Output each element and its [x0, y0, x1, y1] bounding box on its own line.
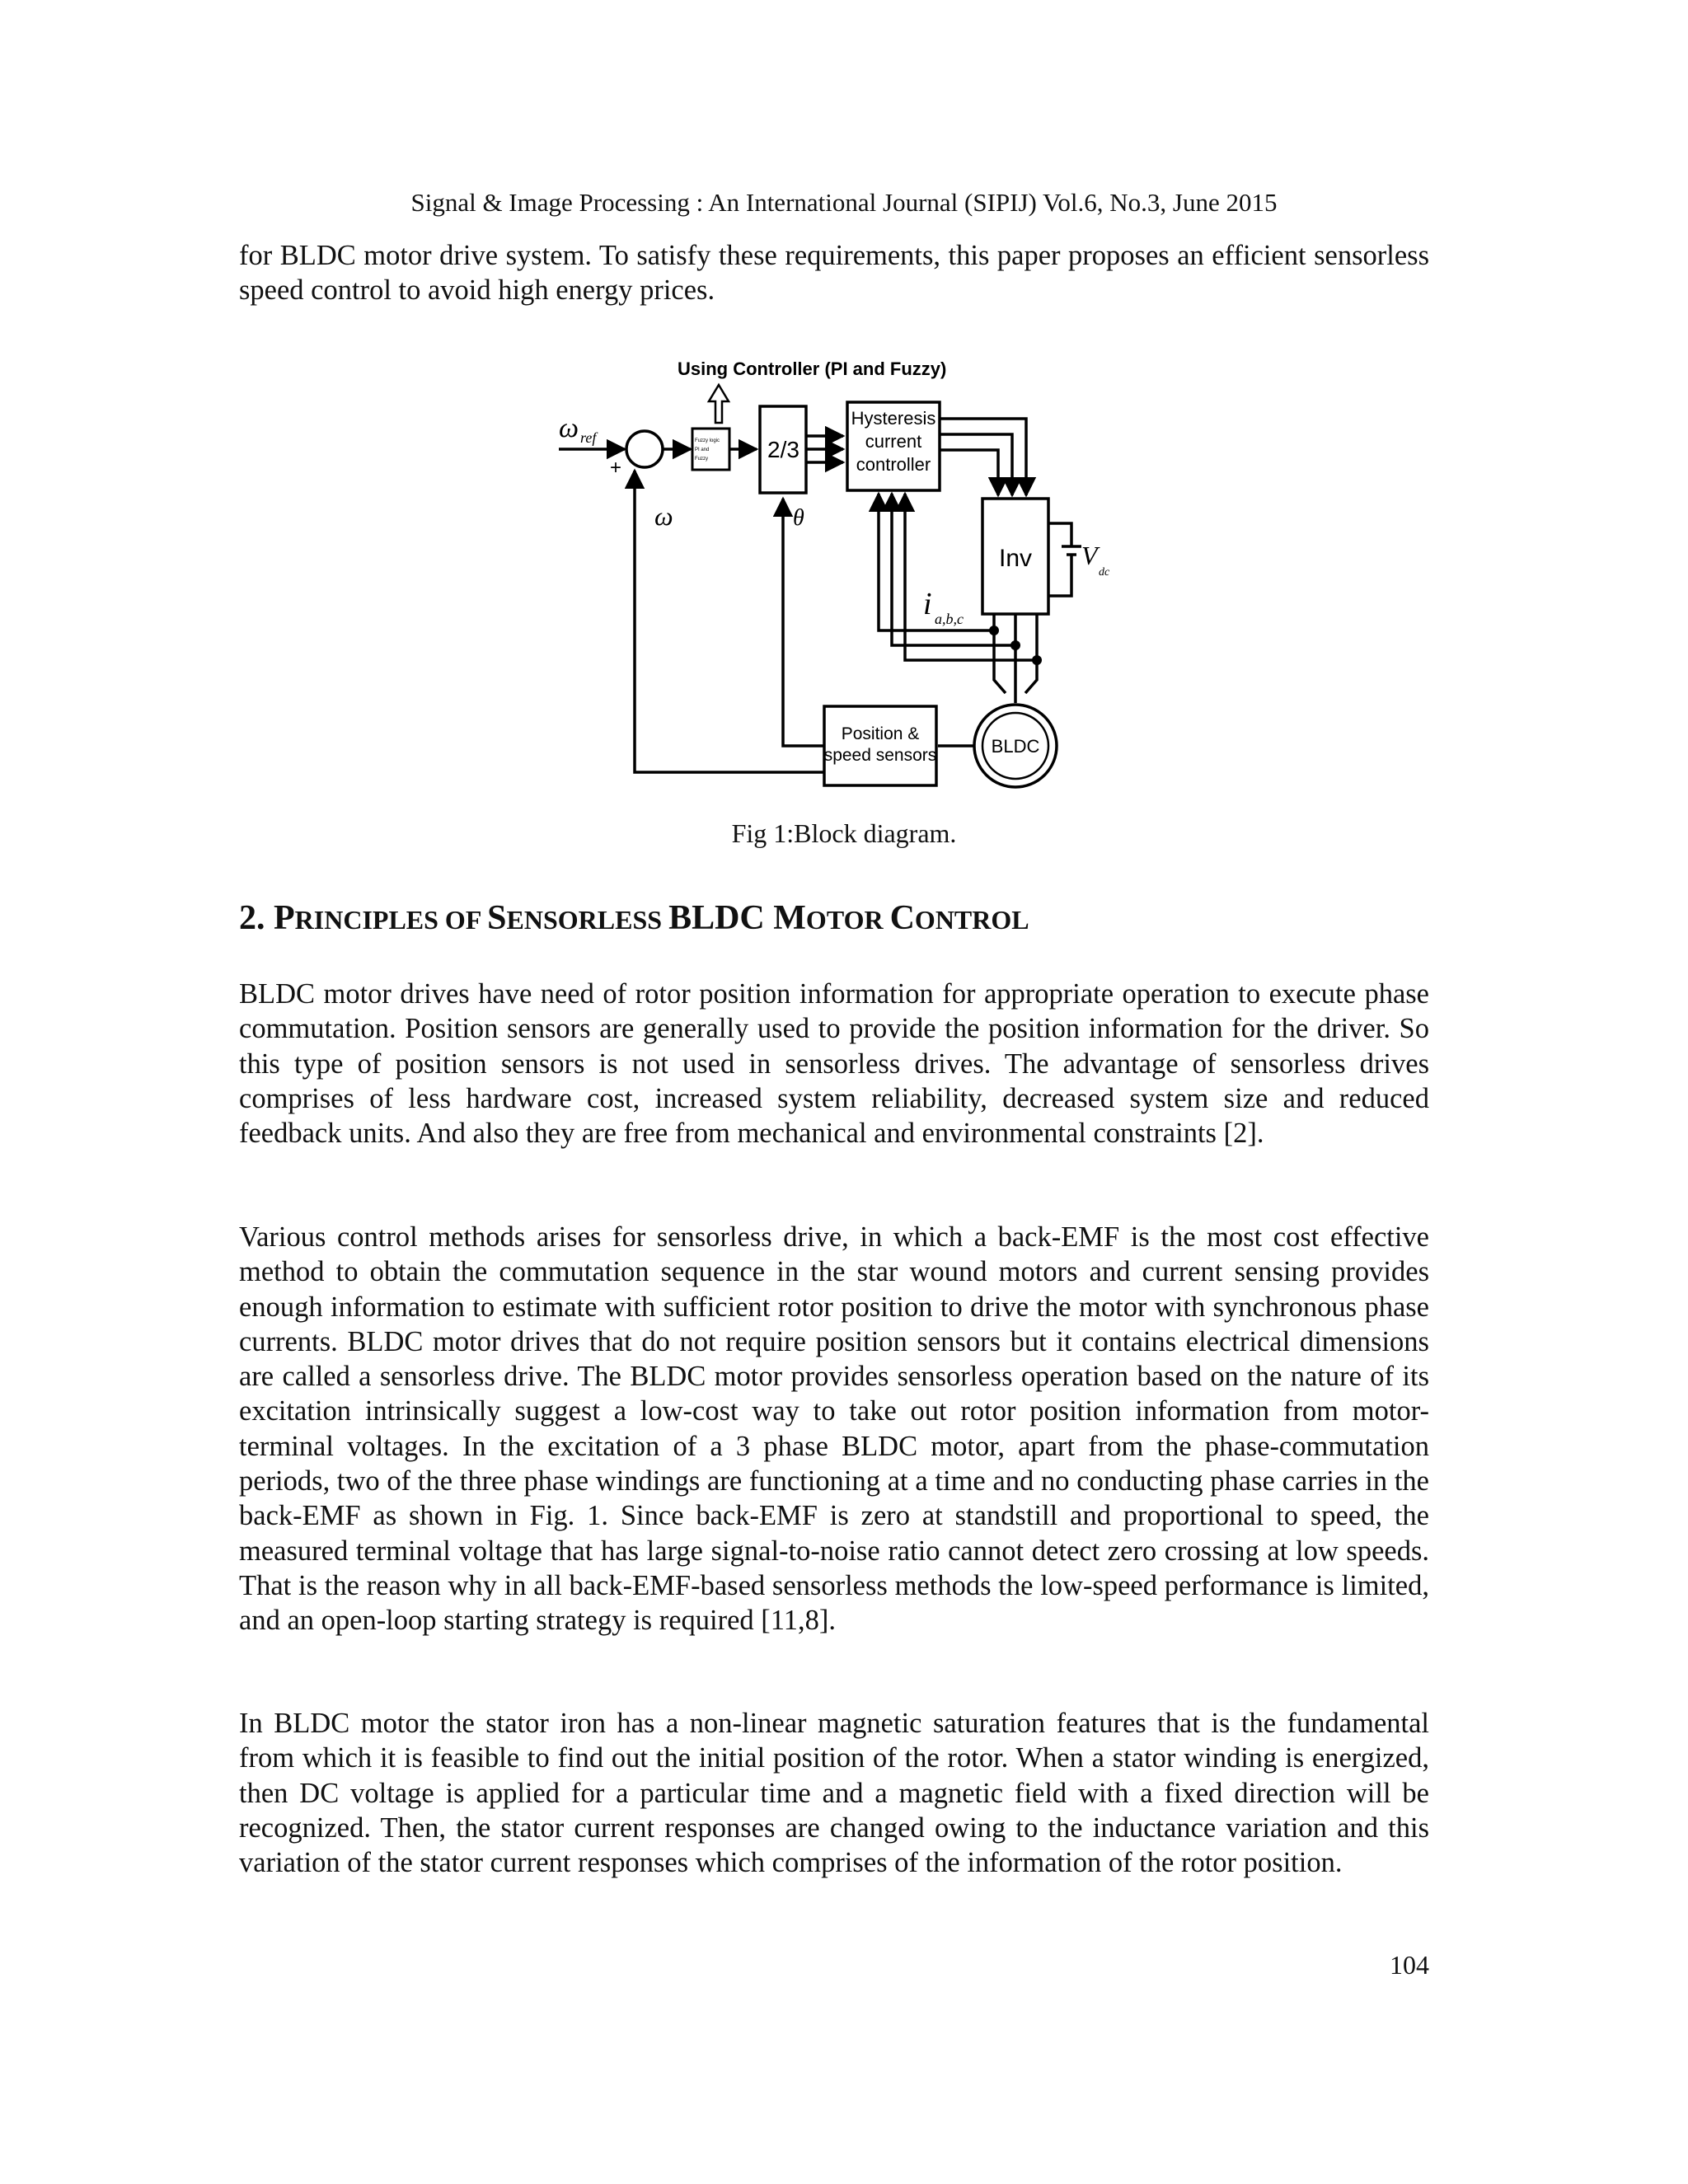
- heading-smallcaps: RINCIPLES OF: [294, 905, 488, 935]
- heading-cap: C: [889, 899, 915, 937]
- heading-cap: BLDC: [668, 899, 774, 937]
- block-diagram-figure: [544, 334, 1121, 820]
- heading-cap: P: [274, 899, 295, 937]
- plus-sign: +: [610, 457, 622, 479]
- current-subscript: a,b,c: [935, 611, 964, 627]
- sensor-label-1: Position &: [841, 724, 920, 743]
- controller-upward-arrow: [709, 385, 729, 423]
- sensor-label-2: speed sensors: [823, 746, 937, 765]
- omega-ref-subscript: ref: [580, 429, 597, 446]
- vdc-symbol: V: [1081, 541, 1098, 570]
- heading-cap: M: [773, 899, 806, 937]
- vdc-subscript: dc: [1099, 566, 1110, 579]
- block-diagram: [544, 334, 1121, 820]
- controller-box-line3: Fuzzy: [695, 457, 709, 462]
- figure-caption: Fig 1:Block diagram.: [731, 818, 957, 848]
- hysteresis-label-3: controller: [856, 454, 931, 475]
- transform-label: 2/3: [767, 437, 799, 462]
- section-number: 2.: [239, 899, 274, 937]
- current-symbol: i: [923, 587, 932, 621]
- controller-box-line1: Fuzzy logic: [695, 438, 720, 443]
- figure-top-label: Using Controller (PI and Fuzzy): [678, 359, 947, 379]
- heading-cap: S: [487, 899, 507, 937]
- hysteresis-label-1: Hysteresis: [851, 408, 936, 429]
- controller-box-line2: PI and: [695, 448, 710, 452]
- omega-feedback-symbol: ω: [654, 501, 673, 531]
- heading-smallcaps: OTOR: [805, 905, 890, 935]
- summing-junction: [626, 431, 663, 467]
- body-paragraph: In BLDC motor the stator iron has a non-linear magnetic saturation features that is the fundamental from which it is feasible to find out the initial position of the rotor. When a stator winding is energized, then DC voltage is applied for a particular time and a magnetic field with a fixed direction will be recognized. Then, the stator current responses are changed owing to the inductance variation and this variation of the stator current responses which comprises of the information of the rotor position.: [239, 1708, 1429, 1879]
- running-header: Signal & Image Processing : An International Journal (SIPIJ) Vol.6, No.3, June 2015: [410, 188, 1278, 217]
- body-paragraph: Various control methods arises for sensorless drive, in which a back-EMF is the most cost effective method to obtain the commutation sequence in the star wound motors and current sensing provides enough information to estimate with sufficient rotor position to drive the motor with synchronous phase currents. BLDC motor drives that do not require position sensors but it contains electrical dimensions are called a sensorless drive. The BLDC motor provides sensorless operation based on the nature of its excitation intrinsically suggest a low-cost way to take out rotor position information from motor-terminal voltages. In the excitation of a 3 phase BLDC motor, apart from the phase-commutation periods, two of the three phase windings are functioning at a time and no conducting phase carries in the back-EMF as shown in Fig. 1. Since back-EMF is zero at standstill and proportional to speed, the measured terminal voltage that has large signal-to-noise ratio cannot detect zero crossing at low speeds. That is the reason why in all back-EMF-based sensorless methods the low-speed performance is limited, and an open-loop starting strategy is required [11,8].: [239, 1221, 1429, 1637]
- motor-label: BLDC: [991, 736, 1040, 757]
- intro-paragraph: for BLDC motor drive system. To satisfy these requirements, this paper proposes an efficient sensorless speed control to avoid high energy prices.: [239, 240, 1429, 307]
- hysteresis-label-2: current: [865, 431, 922, 452]
- minus-sign: -: [626, 472, 634, 497]
- omega-ref-symbol: ω: [559, 413, 579, 443]
- body-paragraph: BLDC motor drives have need of rotor position information for appropriate operation to execute phase commutation. Position sensors are generally used to provide the position information for the driver. So this type of position sensors is not used in sensorless drives. The advantage of sensorless drives comprises of less hardware cost, increased system reliability, decreased system size and reduced feedback units. And also they are free from mechanical and environmental constraints [2].: [239, 978, 1429, 1150]
- heading-smallcaps: ENSORLESS: [506, 905, 669, 935]
- section-heading: [239, 897, 1029, 941]
- inverter-label: Inv: [999, 545, 1033, 572]
- theta-symbol: θ: [793, 505, 804, 531]
- heading-smallcaps: ONTROL: [914, 905, 1029, 935]
- page-number: 104: [1390, 1950, 1429, 1980]
